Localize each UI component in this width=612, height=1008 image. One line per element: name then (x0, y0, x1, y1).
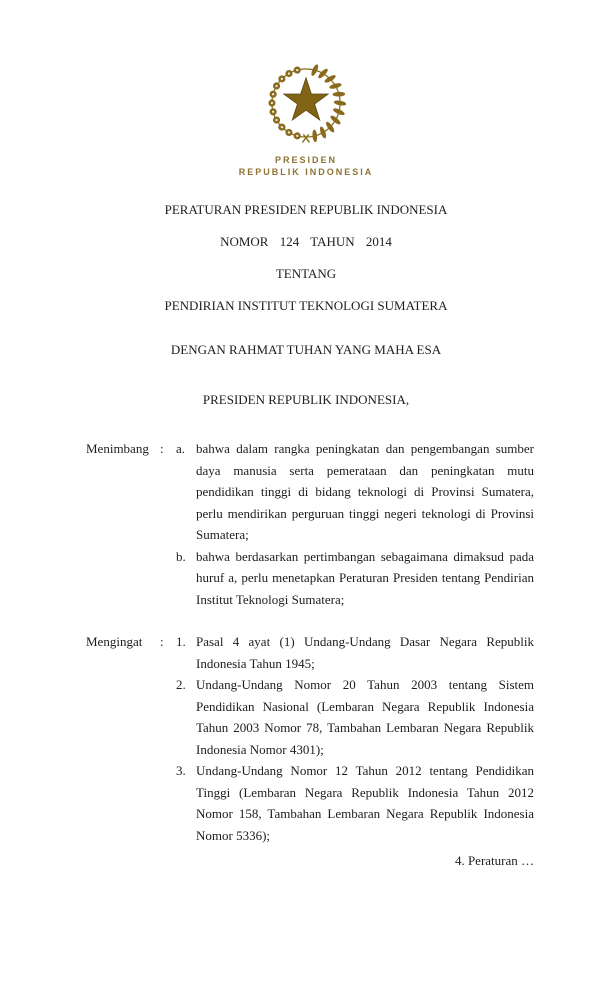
invocation-line: DENGAN RAHMAT TUHAN YANG MAHA ESA (170, 342, 442, 357)
tentang-label: TENTANG (275, 266, 337, 281)
item-text: Pasal 4 ayat (1) Undang-Undang Dasar Negara Republik Indonesia Tahun 1945; (196, 634, 534, 671)
document-headings (0, 202, 612, 408)
consideration-item-a (176, 438, 534, 546)
item-marker: a. (176, 441, 186, 456)
salutation-line: PRESIDEN REPUBLIK INDONESIA, (202, 392, 410, 407)
regulation-number: NOMOR 124 TAHUN 2014 (220, 234, 392, 249)
considerations-items (176, 438, 534, 610)
legal-basis-label: Mengingat (86, 634, 143, 649)
document-body (86, 438, 534, 872)
emblem-label-line2: REPUBLIK INDONESIA (238, 167, 374, 177)
item-text: bahwa berdasarkan pertimbangan sebagaimana dimaksud pada huruf a, perlu menetapkan Peraturan Presiden tentang Pendirian Institut Teknologi Sumatera; (196, 548, 534, 607)
considerations-label: Menimbang (86, 441, 149, 456)
item-marker: 3. (176, 763, 186, 778)
emblem-label (0, 154, 612, 178)
page-catchword: 4. Peraturan … (454, 853, 534, 868)
legal-basis-item-2 (176, 674, 534, 760)
regulation-subject: PENDIRIAN INSTITUT TEKNOLOGI SUMATERA (164, 298, 448, 313)
legal-basis-items (176, 631, 534, 846)
item-text: Undang-Undang Nomor 20 Tahun 2003 tentang Sistem Pendidikan Nasional (Lembaran Negara Republik Indonesia Tahun 2003 Nomor 78, Tambahan Lembaran Negara Republik Indonesia Nomor 4301); (196, 677, 534, 757)
item-marker: 1. (176, 634, 186, 649)
item-text: bahwa dalam rangka peningkatan dan pengembangan sumber daya manusia serta pemerataan dan peningkatan mutu pendidikan tinggi di bidang teknologi di Provinsi Sumatera, perlu mendirikan perguruan tinggi negeri teknologi di Provinsi Sumatera; (196, 441, 534, 542)
item-text: Undang-Undang Nomor 12 Tahun 2012 tentang Pendidikan Tinggi (Lembaran Negara Republik Indonesia Tahun 2012 Nomor 158, Tambahan Lembaran Negara Republik Indonesia Nomor 5336); (196, 763, 534, 843)
item-marker: b. (176, 548, 186, 564)
considerations-colon: : (160, 441, 164, 456)
legal-basis-section (86, 631, 534, 846)
item-marker: 2. (176, 677, 186, 692)
gold-star-icon (284, 78, 328, 120)
consideration-item-b (176, 546, 534, 611)
legal-basis-item-1 (176, 631, 534, 674)
legal-basis-colon: : (160, 634, 164, 649)
considerations-section (86, 438, 534, 610)
emblem-container (0, 60, 612, 178)
legal-basis-item-3 (176, 760, 534, 846)
emblem-label-line1: PRESIDEN (274, 155, 337, 165)
presidential-star-emblem-icon (250, 60, 362, 146)
regulation-title: PERATURAN PRESIDEN REPUBLIK INDONESIA (164, 202, 448, 217)
